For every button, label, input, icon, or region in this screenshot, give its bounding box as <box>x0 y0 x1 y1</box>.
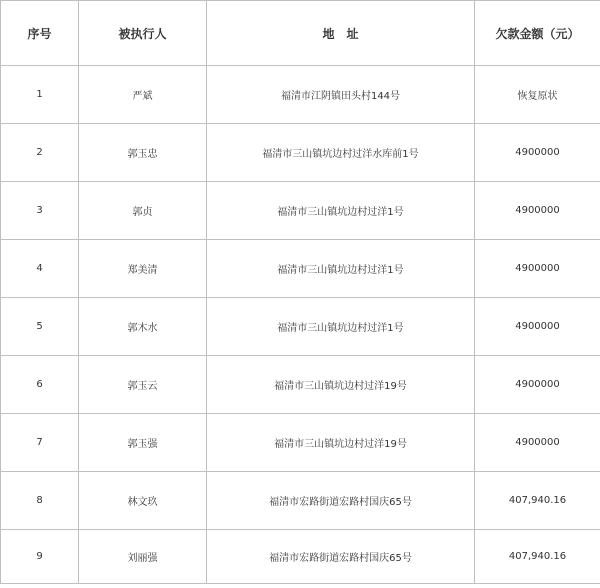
cell-amount: 4900000 <box>475 182 600 240</box>
cell-amount: 4900000 <box>475 414 600 472</box>
cell-no: 8 <box>1 472 79 530</box>
cell-name: 严斌 <box>79 66 207 124</box>
table-row <box>1 472 600 530</box>
cell-amount: 恢复原状 <box>475 66 600 124</box>
cell-amount: 4900000 <box>475 240 600 298</box>
cell-amount: 407,940.16 <box>475 530 600 584</box>
header-row <box>1 1 600 66</box>
cell-no: 5 <box>1 298 79 356</box>
cell-no: 7 <box>1 414 79 472</box>
table-row <box>1 124 600 182</box>
cell-address: 福清市宏路街道宏路村国庆65号 <box>207 530 475 584</box>
table-row <box>1 240 600 298</box>
cell-address: 福清市三山镇坑边村过洋1号 <box>207 182 475 240</box>
cell-no: 4 <box>1 240 79 298</box>
cell-name: 郭玉忠 <box>79 124 207 182</box>
cell-name: 郭玉云 <box>79 356 207 414</box>
table-row <box>1 182 600 240</box>
cell-no: 2 <box>1 124 79 182</box>
cell-name: 郭玉强 <box>79 414 207 472</box>
table-row <box>1 414 600 472</box>
header-address: 地 址 <box>207 1 475 66</box>
cell-amount: 4900000 <box>475 124 600 182</box>
table-body <box>1 66 600 584</box>
cell-name: 郭贞 <box>79 182 207 240</box>
cell-address: 福清市三山镇坑边村过洋19号 <box>207 414 475 472</box>
header-no: 序号 <box>1 1 79 66</box>
cell-name: 郭木水 <box>79 298 207 356</box>
header-name: 被执行人 <box>79 1 207 66</box>
cell-name: 刘丽强 <box>79 530 207 584</box>
cell-address: 福清市宏路街道宏路村国庆65号 <box>207 472 475 530</box>
cell-name: 林文玖 <box>79 472 207 530</box>
cell-no: 1 <box>1 66 79 124</box>
cell-name: 郑美清 <box>79 240 207 298</box>
cell-no: 3 <box>1 182 79 240</box>
cell-amount: 4900000 <box>475 356 600 414</box>
cell-amount: 4900000 <box>475 298 600 356</box>
table-row <box>1 530 600 584</box>
cell-no: 9 <box>1 530 79 584</box>
cell-address: 福清市三山镇坑边村过洋1号 <box>207 240 475 298</box>
table-row <box>1 356 600 414</box>
table-row <box>1 66 600 124</box>
cell-address: 福清市三山镇坑边村过洋1号 <box>207 298 475 356</box>
table-row <box>1 298 600 356</box>
cell-no: 6 <box>1 356 79 414</box>
table-header <box>1 1 600 66</box>
cell-address: 福清市三山镇坑边村过洋19号 <box>207 356 475 414</box>
header-amount: 欠款金额（元） <box>475 1 600 66</box>
cell-address: 福清市三山镇坑边村过洋水库前1号 <box>207 124 475 182</box>
cell-address: 福清市江阴镇田头村144号 <box>207 66 475 124</box>
cell-amount: 407,940.16 <box>475 472 600 530</box>
